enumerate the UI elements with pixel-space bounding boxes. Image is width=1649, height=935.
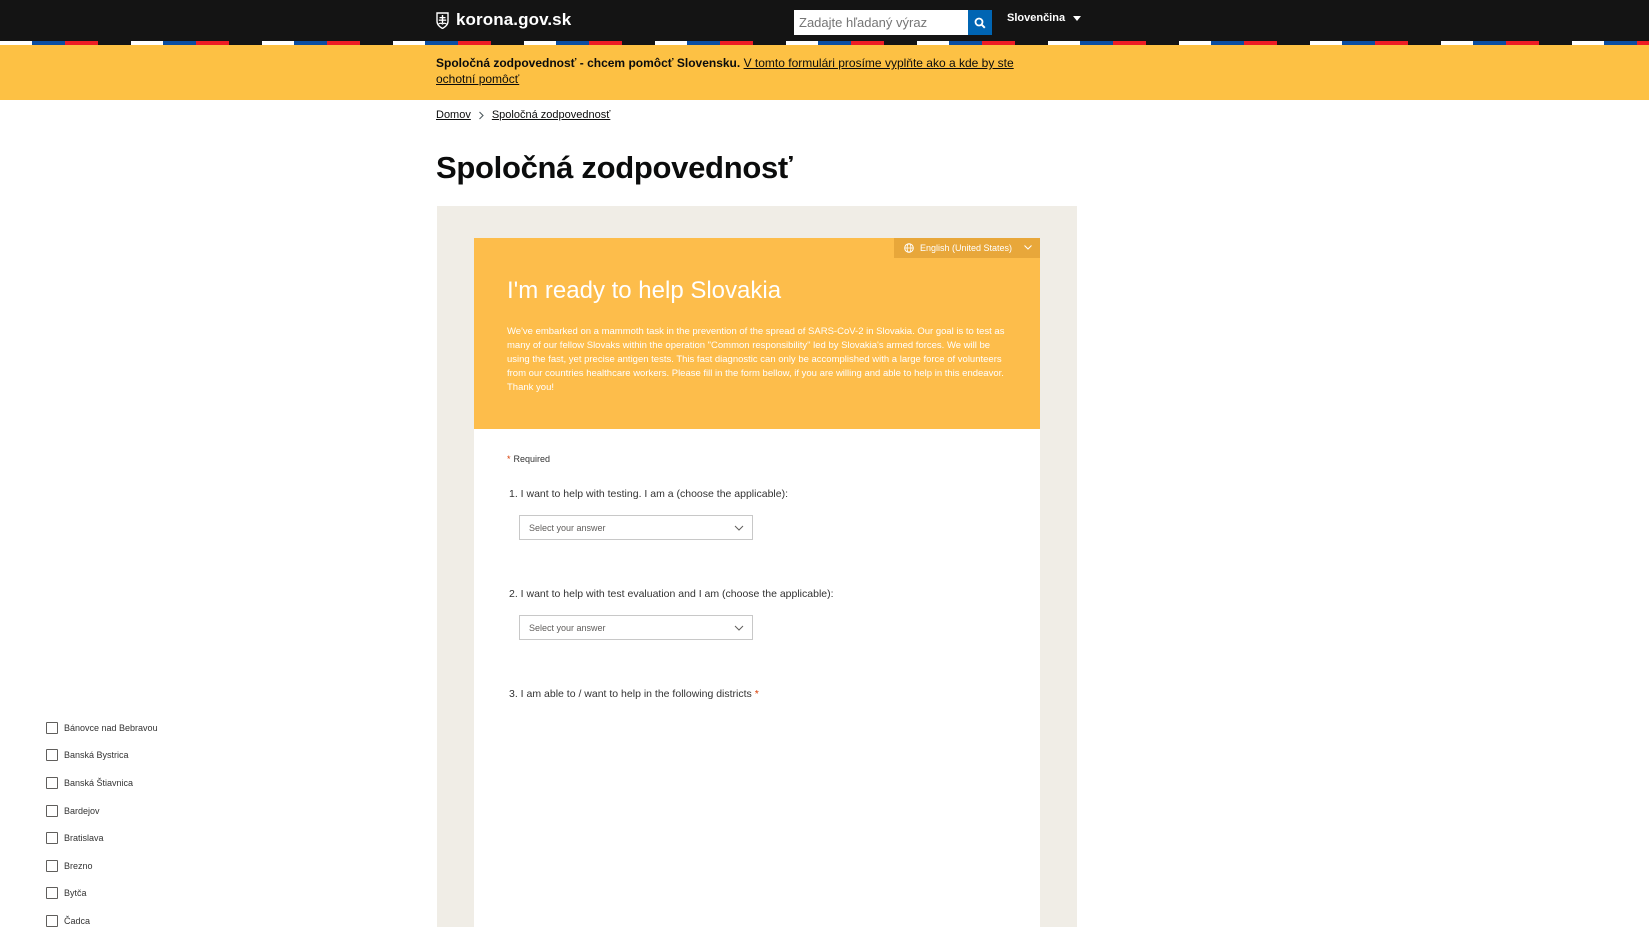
question-1-select[interactable] <box>519 515 753 540</box>
district-label: Brezno <box>64 860 93 871</box>
district-label: Bardejov <box>64 805 100 816</box>
chevron-down-icon <box>1024 243 1032 251</box>
site-name: korona.gov.sk <box>456 10 572 29</box>
search-icon <box>974 17 986 29</box>
question-2-select[interactable] <box>519 615 753 640</box>
checkbox[interactable] <box>46 749 58 761</box>
district-option[interactable] <box>46 852 158 880</box>
search-input[interactable] <box>794 10 968 35</box>
question-2-label: 2. I want to help with test evaluation and I am (choose the applicable): <box>509 588 834 600</box>
page-title: Spoločná zodpovednosť <box>436 150 793 185</box>
banner-form-link[interactable]: V tomto formulári prosíme vyplňte ako a kde by ste ochotní pomôcť <box>436 56 1014 86</box>
caret-down-icon <box>1073 16 1081 21</box>
question-1-label: 1. I want to help with testing. I am a (choose the applicable): <box>509 488 788 500</box>
breadcrumb-home-link[interactable]: Domov <box>436 109 471 121</box>
search-button[interactable] <box>968 10 992 35</box>
chevron-right-icon <box>478 111 485 120</box>
district-label: Banská Bystrica <box>64 750 129 761</box>
form-language-selector[interactable] <box>894 238 1040 258</box>
question-2-placeholder: Select your answer <box>529 622 606 633</box>
checkbox[interactable] <box>46 722 58 734</box>
search-bar <box>794 10 992 35</box>
chevron-down-icon <box>734 524 744 532</box>
form-card <box>474 238 1040 927</box>
district-option[interactable] <box>46 824 158 852</box>
required-label: Required <box>513 454 551 464</box>
checkbox[interactable] <box>46 777 58 789</box>
district-option[interactable] <box>46 880 158 908</box>
question-1-placeholder: Select your answer <box>529 522 606 533</box>
district-label: Banská Štiavnica <box>64 777 134 788</box>
district-option[interactable] <box>46 797 158 825</box>
question-3-text: 3. I am able to / want to help in the following districts <box>509 688 752 700</box>
banner-text <box>436 55 1056 87</box>
breadcrumb <box>436 109 610 121</box>
district-option[interactable] <box>46 714 158 742</box>
form-title: I'm ready to help Slovakia <box>507 277 782 304</box>
top-bar <box>0 0 1649 41</box>
checkbox[interactable] <box>46 860 58 872</box>
district-option[interactable] <box>46 769 158 797</box>
checkbox[interactable] <box>46 915 58 927</box>
form-header <box>474 238 1040 429</box>
notice-banner <box>0 45 1649 100</box>
checkbox[interactable] <box>46 805 58 817</box>
site-logo[interactable] <box>436 9 571 31</box>
slovak-coat-of-arms-icon <box>436 12 449 29</box>
chevron-down-icon <box>734 624 744 632</box>
district-checkbox-list <box>46 714 158 935</box>
district-option[interactable] <box>46 742 158 770</box>
language-label: Slovenčina <box>1007 12 1066 24</box>
required-star: * <box>754 688 759 700</box>
form-description: We've embarked on a mammoth task in the prevention of the spread of SARS-CoV-2 in Slovakia. Our goal is to test as many of our fellow Slovaks within the operation "Common responsibility" led by Slovakia's armed forces. We will be using the fast, yet precise antigen tests. This fast diagnostic can only be accomplished with a large force of volunteers from our countries healthcare workers. Please fill in the form bellow, if you are willing and able to help in this endeavor. Thank you! <box>507 326 1005 393</box>
banner-strong-text: Spoločná zodpovednosť - chcem pomôcť Slovensku. <box>436 56 741 70</box>
required-star: * <box>507 454 511 464</box>
checkbox[interactable] <box>46 887 58 899</box>
checkbox[interactable] <box>46 832 58 844</box>
question-3-label <box>509 688 759 700</box>
form-language-label: English (United States) <box>920 243 1013 253</box>
breadcrumb-current-link[interactable]: Spoločná zodpovednosť <box>491 109 611 121</box>
district-label: Bánovce nad Bebravou <box>64 722 158 733</box>
globe-icon <box>904 243 914 253</box>
language-selector[interactable] <box>1007 12 1081 24</box>
district-option[interactable] <box>46 907 158 935</box>
district-label: Bytča <box>64 888 87 899</box>
district-label: Bratislava <box>64 833 104 844</box>
required-note <box>507 454 550 464</box>
district-label: Čadca <box>64 915 91 926</box>
